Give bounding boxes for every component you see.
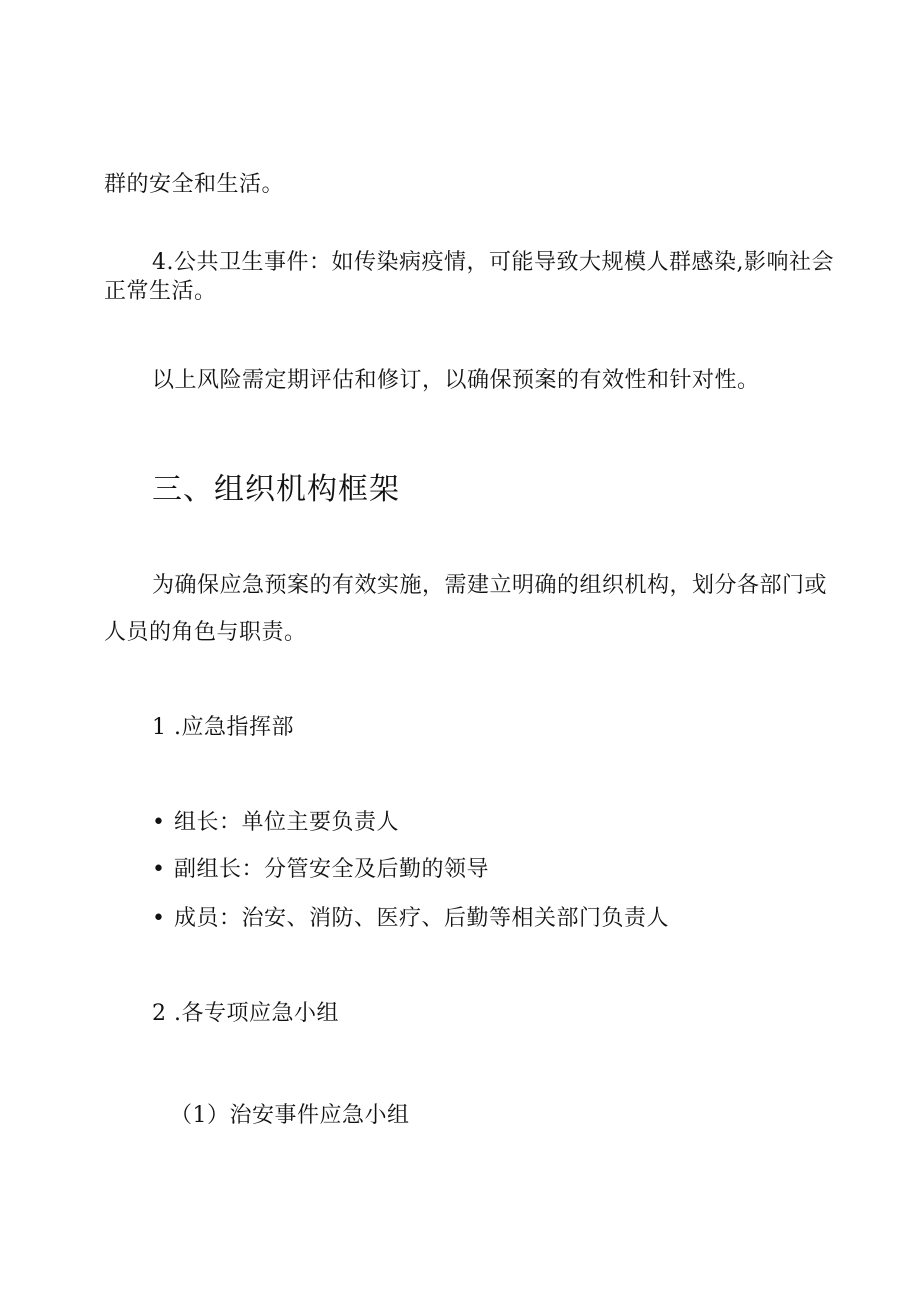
section-heading: 三、组织机构框架 bbox=[152, 472, 400, 507]
paragraph-public-health-line2: 正常生活。 bbox=[104, 279, 217, 304]
section-intro-line2: 人员的角色与职责。 bbox=[104, 620, 307, 645]
list-item bbox=[152, 908, 669, 930]
list-item-text: 成员：治安、消防、医疗、后勤等相关部门负责人 bbox=[174, 906, 670, 931]
bullet-marker: • bbox=[152, 857, 166, 882]
list-item-text: 副组长：分管安全及后勤的领导 bbox=[174, 857, 490, 882]
list-item-text: 组长：单位主要负责人 bbox=[174, 810, 400, 835]
bullet-marker: • bbox=[152, 810, 166, 835]
subsection-title-command-center: 1 .应急指挥部 bbox=[152, 715, 294, 740]
paragraph-public-health-line1: 4.公共卫生事件：如传染病疫情，可能导致大规模人群感染,影响社会 bbox=[152, 250, 834, 275]
sub-subsection-title-security: （1）治安事件应急小组 bbox=[170, 1103, 410, 1128]
paragraph-risk-review: 以上风险需定期评估和修订，以确保预案的有效性和针对性。 bbox=[152, 368, 760, 393]
bullet-marker: • bbox=[152, 906, 166, 931]
paragraph-continuation: 群的安全和生活。 bbox=[104, 172, 285, 197]
section-intro-line1: 为确保应急预案的有效实施，需建立明确的组织机构，划分各部门或 bbox=[152, 573, 828, 598]
subsection-title-special-teams: 2 .各专项应急小组 bbox=[152, 1001, 339, 1026]
list-item bbox=[152, 859, 489, 881]
list-item bbox=[152, 812, 399, 834]
